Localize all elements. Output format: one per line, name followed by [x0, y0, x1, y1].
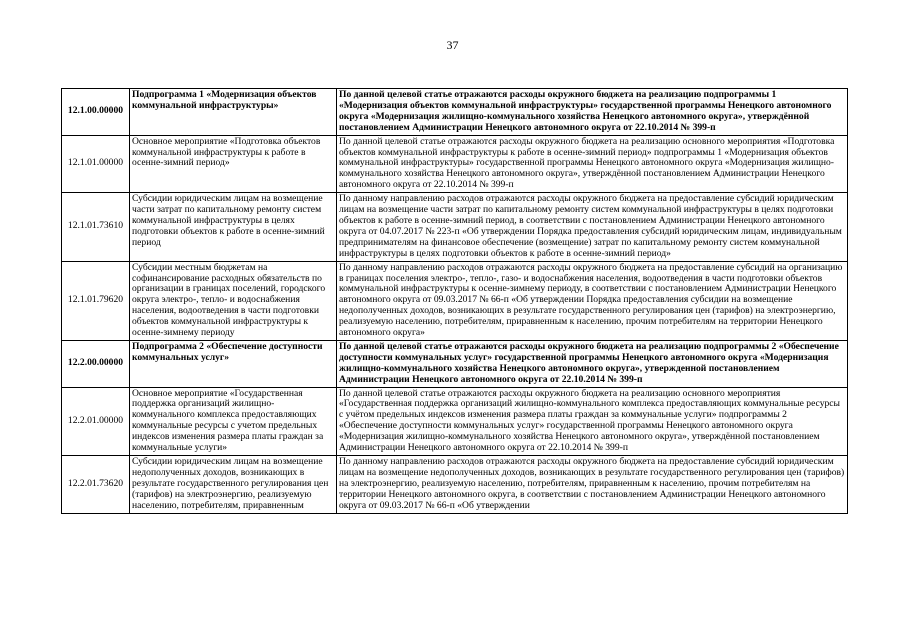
row-code: 12.2.00.00000	[62, 340, 130, 387]
row-description: По данному направлению расходов отражаются расходы окружного бюджета на предоставление субсидий юридическим лицам на возмещение части затрат по капитальному ремонту систем коммунальной инфраструктуры в целях подготовки объектов к работе в осенне-зимний период, в соответствии с постановлением Администрации Ненецкого автономного округа от 04.07.2017 № 223-п «Об утверждении Порядка предоставления субсидий юридическим лицам, индивидуальным предпринимателям на финансовое обеспечение (возмещение) затрат по капитальному ремонту систем коммунальной инфраструктуры в целях подготовки объектов к работе в осенне-зимний период»	[337, 193, 848, 261]
row-code: 12.1.01.73610	[62, 193, 130, 261]
row-name: Субсидии юридическим лицам на возмещение недополученных доходов, возникающих в результате государственного регулирования цен (тарифов) на электроэнергию, реализуемую населению, потребителям, приравненным	[130, 456, 337, 514]
page-number: 37	[446, 38, 459, 52]
row-description: По данной целевой статье отражаются расходы окружного бюджета на реализацию основного мероприятия «Государственная поддержка организаций жилищно-коммунального комплекса предоставляющих коммунальные ресурсы с учётом предельных индексов изменения размера платы граждан за коммунальные услуги» подпрограммы 2 «Обеспечение доступности коммунальных услуг» государственной программы Ненецкого автономного округа «Модернизация жилищно-коммунального хозяйства Ненецкого автономного округа», утверждённой постановлением Администрации Ненецкого автономного округа от 22.10.2014 № 399-п	[337, 387, 848, 455]
row-name: Основное мероприятие «Подготовка объектов коммунальной инфраструктуры к работе в осенне-зимний период»	[130, 135, 337, 193]
row-description: По данной целевой статье отражаются расходы окружного бюджета на реализацию подпрограммы 1 «Модернизация объектов коммунальной инфраструктуры» государственной программы Ненецкого автономного округа «Модернизация жилищно-коммунального хозяйства Ненецкого автономного округа», утверждённой постановлением Администрации Ненецкого автономного округа от 22.10.2014 № 399-п	[337, 89, 848, 136]
table-row	[62, 261, 848, 340]
row-code: 12.2.01.00000	[62, 387, 130, 455]
row-name: Подпрограмма 1 «Модернизация объектов коммунальной инфраструктуры»	[130, 89, 337, 136]
row-code: 12.1.01.79620	[62, 261, 130, 340]
table-row	[62, 193, 848, 261]
row-name: Субсидии юридическим лицам на возмещение части затрат по капитальному ремонту систем коммунальной инфраструктуры в целях подготовки объектов к работе в осенне-зимний период	[130, 193, 337, 261]
row-code: 12.1.00.00000	[62, 89, 130, 136]
row-name: Основное мероприятие «Государственная поддержка организаций жилищно-коммунального комплекса предоставляющих коммунальные ресурсы с учетом предельных индексов изменения размера платы граждан за коммунальные услуги»	[130, 387, 337, 455]
row-description: По данному направлению расходов отражаются расходы окружного бюджета на предоставление субсидий юридическим лицам на возмещение недополученных доходов, возникающих в результате государственного регулирования цен (тарифов) на электроэнергию, реализуемую населению, потребителям, приравненным к населению, прочим потребителям на территории Ненецкого автономного округа, в соответствии с постановлением Администрации Ненецкого автономного округа от 09.03.2017 № 66-п «Об утверждении	[337, 456, 848, 514]
row-name: Субсидии местным бюджетам на софинансирование расходных обязательств по организации в границах поселений, городского округа электро-, тепло- и водоснабжения населения, водоотведения в части подготовки объектов коммунальной инфраструктуры к осенне-зимнему периоду	[130, 261, 337, 340]
row-description: По данной целевой статье отражаются расходы окружного бюджета на реализацию основного мероприятия «Подготовка объектов коммунальной инфраструктуры к работе в осенне-зимний период» подпрограммы 1 «Модернизация объектов коммунальной инфраструктуры» государственной программы Ненецкого автономного округа «Модернизация жилищно-коммунального хозяйства Ненецкого автономного округа», утверждённой постановлением Администрации Ненецкого автономного округа от 22.10.2014 № 399-п	[337, 135, 848, 193]
table-row	[62, 387, 848, 455]
row-name: Подпрограмма 2 «Обеспечение доступности коммунальных услуг»	[130, 340, 337, 387]
budget-classification-table	[61, 88, 848, 514]
table-row	[62, 340, 848, 387]
row-code: 12.2.01.73620	[62, 456, 130, 514]
row-description: По данной целевой статье отражаются расходы окружного бюджета на реализацию подпрограммы 2 «Обеспечение доступности коммунальных услуг» государственной программы Ненецкого автономного округа «Модернизация жилищно-коммунального хозяйства Ненецкого автономного округа», утвержденной постановлением Администрации Ненецкого автономного округа от 22.10.2014 № 399-п	[337, 340, 848, 387]
row-description: По данному направлению расходов отражаются расходы окружного бюджета на предоставление субсидий на организацию в границах поселения электро-, тепло-, газо- и водоснабжения населения, водоотведения в части подготовки объектов коммунальной инфраструктуры к осенне-зимнему периоду, в соответствии с постановлением Администрации Ненецкого автономного округа от 09.03.2017 № 66-п «Об утверждении Порядка предоставления субсидии на возмещение недополученных доходов, возникающих в результате государственного регулирования цен (тарифов) на электроэнергию, реализуемую населению, потребителям, приравненным к населению, прочим потребителям на территории Ненецкого автономного округа»	[337, 261, 848, 340]
table-row	[62, 135, 848, 193]
row-code: 12.1.01.00000	[62, 135, 130, 193]
table-row	[62, 89, 848, 136]
table-row	[62, 456, 848, 514]
